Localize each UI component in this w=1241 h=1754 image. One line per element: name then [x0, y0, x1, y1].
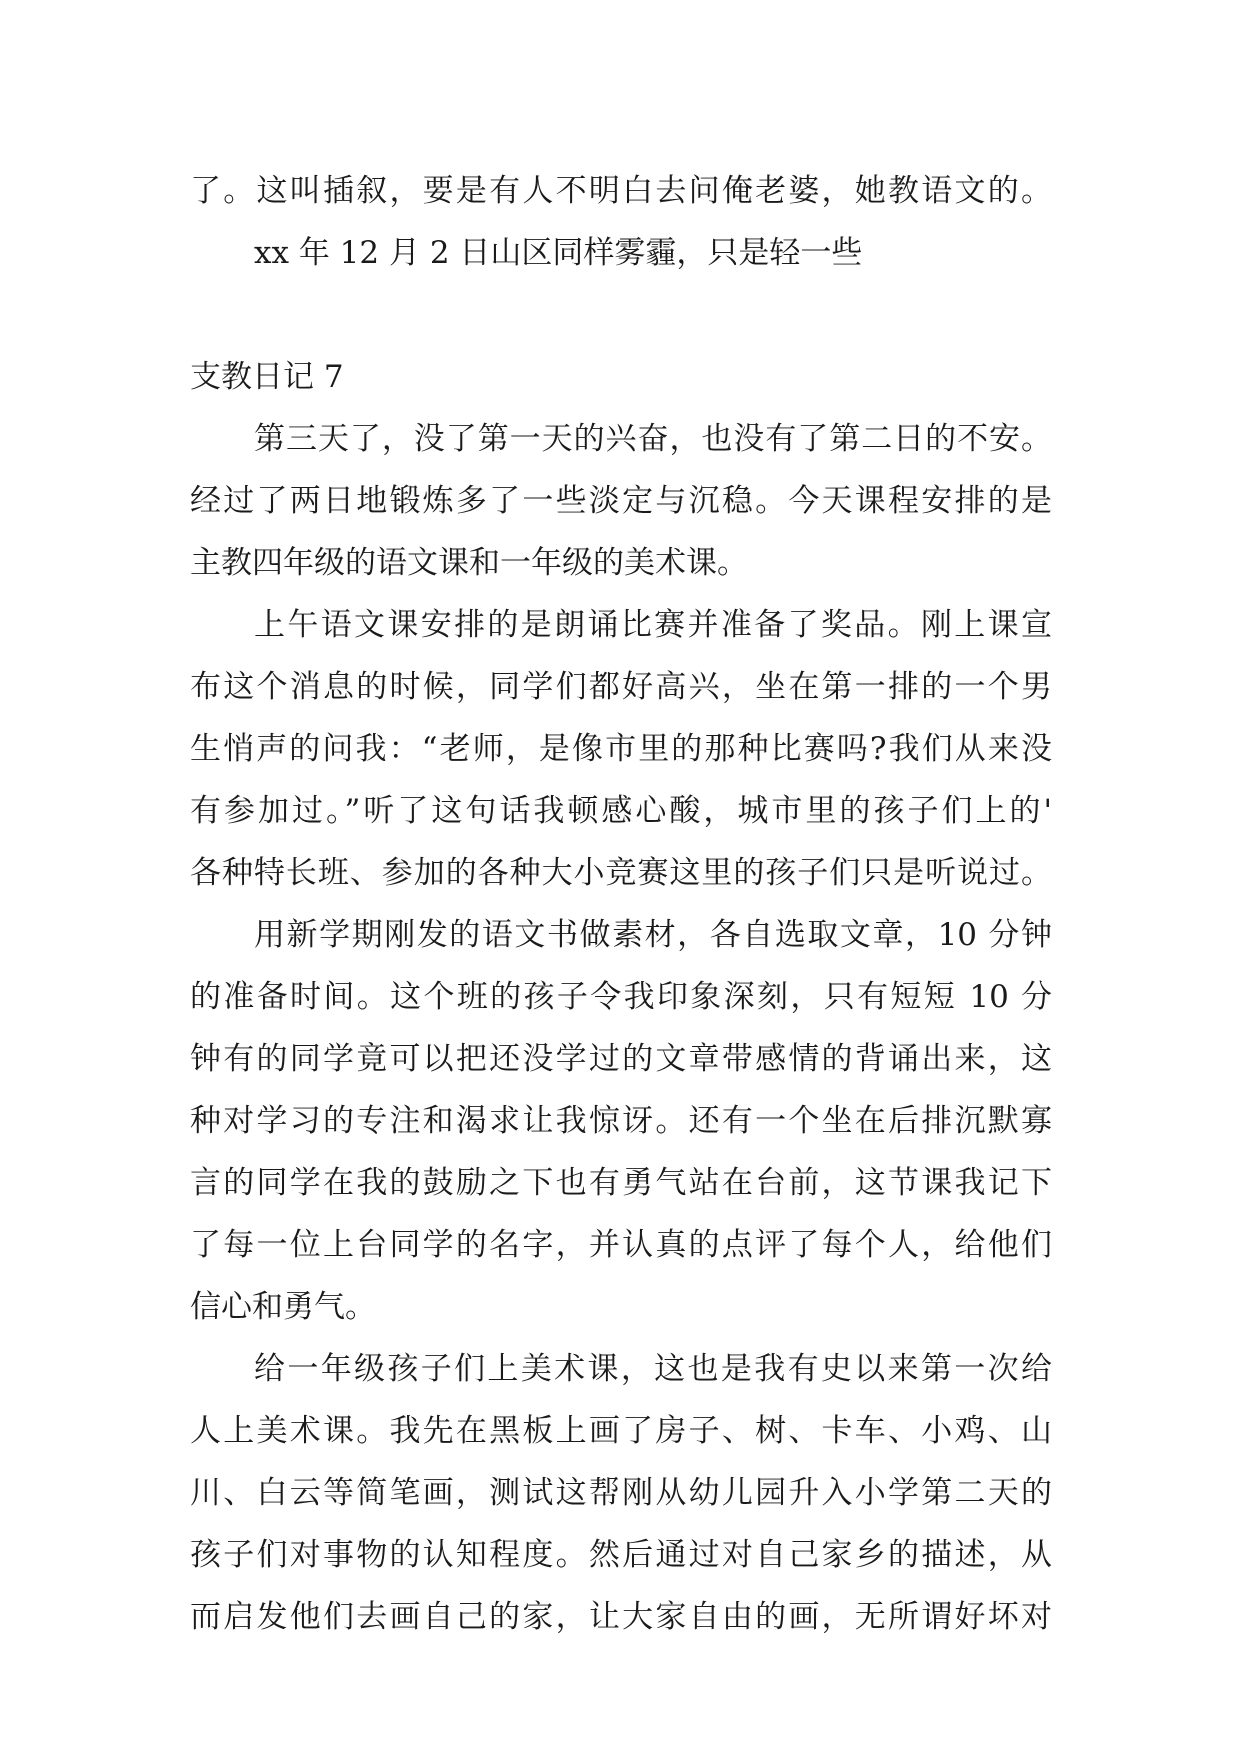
- text-line: 而启发他们去画自己的家，让大家自由的画，无所谓好坏对: [190, 1599, 1052, 1635]
- text-line: 川、白云等简笔画，测试这帮刚从幼儿园升入小学第二天的: [190, 1475, 1052, 1511]
- paragraph-1: [190, 408, 1052, 594]
- text-line: 主教四年级的语文课和一年级的美术课。: [190, 545, 748, 581]
- text-line: 上午语文课安排的是朗诵比赛并准备了奖品。刚上课宣: [254, 607, 1052, 643]
- paragraph-4: [190, 1338, 1052, 1648]
- text-line: 布这个消息的时候，同学们都好高兴，坐在第一排的一个男: [190, 669, 1052, 705]
- section-title: 支教日记 7: [190, 359, 344, 395]
- paragraph-3: [190, 904, 1052, 1338]
- text-line: 了每一位上台同学的名字，并认真的点评了每个人，给他们: [190, 1227, 1052, 1263]
- date-line: xx 年 12 月 2 日山区同样雾霾，只是轻一些: [254, 235, 863, 271]
- text-line: 生悄声的问我：“老师，是像市里的那种比赛吗?我们从来没: [190, 731, 1052, 767]
- text-line: 的准备时间。这个班的孩子令我印象深刻，只有短短 10 分: [190, 979, 1052, 1015]
- text-line: 言的同学在我的鼓励之下也有勇气站在台前，这节课我记下: [190, 1165, 1052, 1201]
- blank-line: [190, 284, 1052, 346]
- text-line: 有参加过。”听了这句话我顿感心酸，城市里的孩子们上的': [190, 793, 1052, 829]
- text-line: 信心和勇气。: [190, 1289, 376, 1325]
- document-body: [190, 160, 1052, 1648]
- text-line: 了。这叫插叙，要是有人不明白去问俺老婆，她教语文的。: [190, 173, 1052, 209]
- text-line: 人上美术课。我先在黑板上画了房子、树、卡车、小鸡、山: [190, 1413, 1052, 1449]
- text-line: 给一年级孩子们上美术课，这也是我有史以来第一次给: [254, 1351, 1052, 1387]
- text-line: 各种特长班、参加的各种大小竞赛这里的孩子们只是听说过。: [190, 855, 1052, 891]
- text-line: 钟有的同学竟可以把还没学过的文章带感情的背诵出来，这: [190, 1041, 1052, 1077]
- text-line: 孩子们对事物的认知程度。然后通过对自己家乡的描述，从: [190, 1537, 1052, 1573]
- text-line: 用新学期刚发的语文书做素材，各自选取文章，10 分钟: [254, 917, 1052, 953]
- text-line: 种对学习的专注和渴求让我惊讶。还有一个坐在后排沉默寡: [190, 1103, 1052, 1139]
- paragraph-2: [190, 594, 1052, 904]
- text-line: 经过了两日地锻炼多了一些淡定与沉稳。今天课程安排的是: [190, 483, 1052, 519]
- text-line: 第三天了，没了第一天的兴奋，也没有了第二日的不安。: [254, 421, 1052, 457]
